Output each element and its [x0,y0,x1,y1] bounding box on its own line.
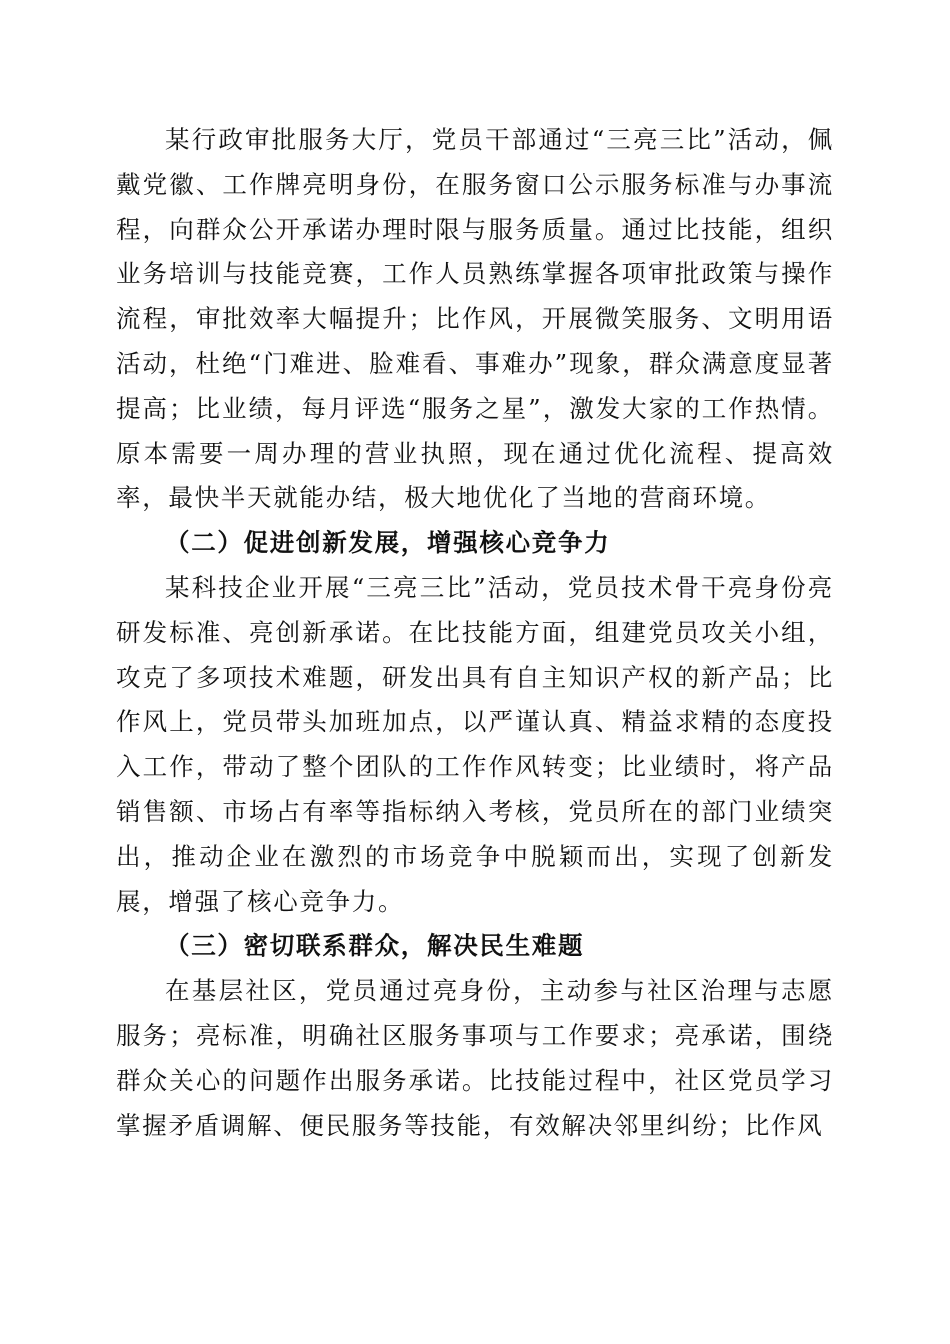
section-heading-3: （三）密切联系群众，解决民生难题 [165,931,585,961]
paragraph-service-hall: 某行政审批服务大厅，党员干部通过“三亮三比”活动，佩戴党徽、工作牌亮明身份，在服务窗口公示服务标准与办事流程，向群众公开承诺办理时限与服务质量。通过比技能，组织业务培训与技能竞赛，工作人员熟练掌握各项审批政策与操作流程，审批效率大幅提升；比作风，开展微笑服务、文明用语活动，杜绝“门难进、脸难看、事难办”现象，群众满意度显著提高；比业绩，每月评选“服务之星”，激发大家的工作热情。原本需要一周办理的营业执照，现在通过优化流程、提高效率，最快半天就能办结，极大地优化了当地的营商环境。 [116,125,834,513]
paragraph-community: 在基层社区，党员通过亮身份，主动参与社区治理与志愿服务；亮标准，明确社区服务事项与工作要求；亮承诺，围绕群众关心的问题作出服务承诺。比技能过程中，社区党员学习掌握矛盾调解、便民服务等技能，有效解决邻里纠纷；比作风 [116,976,834,1140]
paragraph-tech-enterprise: 某科技企业开展“三亮三比”活动，党员技术骨干亮身份亮研发标准、亮创新承诺。在比技能方面，组建党员攻关小组，攻克了多项技术难题，研发出具有自主知识产权的新产品；比作风上，党员带头加班加点，以严谨认真、精益求精的态度投入工作，带动了整个团队的工作作风转变；比业绩时，将产品销售额、市场占有率等指标纳入考核，党员所在的部门业绩突出，推动企业在激烈的市场竞争中脱颖而出，实现了创新发展，增强了核心竞争力。 [116,572,834,916]
document-body [116,118,834,1148]
section-heading-2: （二）促进创新发展，增强核心竞争力 [165,528,611,558]
